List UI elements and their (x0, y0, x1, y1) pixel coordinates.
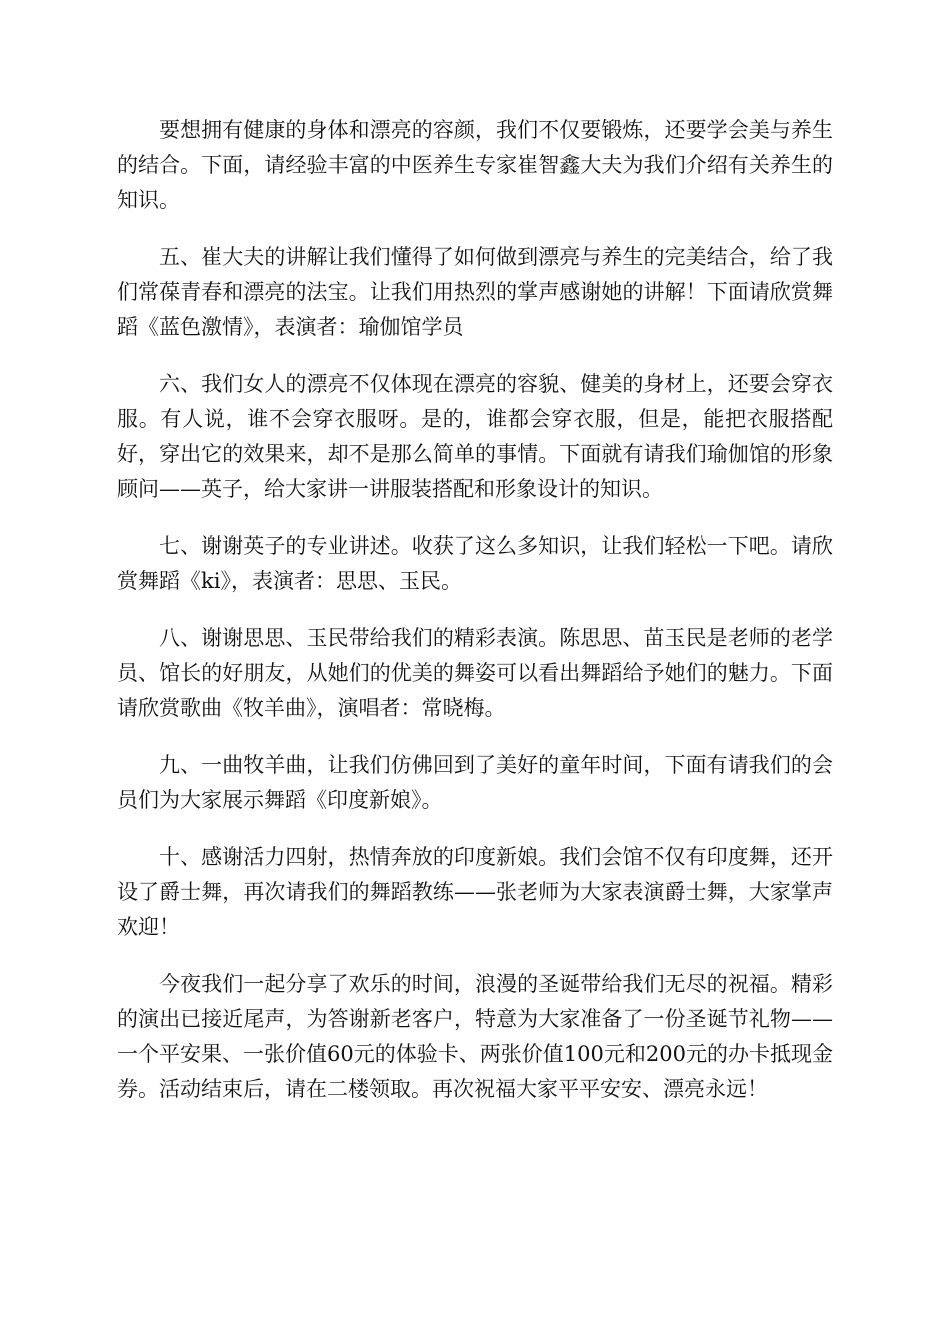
document-body (117, 113, 833, 1129)
paragraph-item-8: 八、谢谢思思、玉民带给我们的精彩表演。陈思思、苗玉民是老师的老学员、馆长的好朋友，从她们的优美的舞姿可以看出舞蹈给予她们的魅力。下面请欣赏歌曲《牧羊曲》，演唱者：常晓梅。 (117, 626, 833, 720)
paragraph-intro-health: 要想拥有健康的身体和漂亮的容颜，我们不仅要锻炼，还要学会美与养生的结合。下面，请经验丰富的中医养生专家崔智鑫大夫为我们介绍有关养生的知识。 (117, 118, 833, 212)
paragraph-item-6: 六、我们女人的漂亮不仅体现在漂亮的容貌、健美的身材上，还要会穿衣服。有人说，谁不会穿衣服呀。是的，谁都会穿衣服，但是，能把衣服搭配好，穿出它的效果来，却不是那么简单的事情。下面就有请我们瑜伽馆的形象顾问——英子，给大家讲一讲服装搭配和形象设计的知识。 (117, 372, 833, 501)
paragraph-item-5: 五、崔大夫的讲解让我们懂得了如何做到漂亮与养生的完美结合，给了我们常葆青春和漂亮的法宝。让我们用热烈的掌声感谢她的讲解！下面请欣赏舞蹈《蓝色激情》，表演者：瑜伽馆学员 (117, 245, 833, 339)
paragraph-item-10: 十、感谢活力四射，热情奔放的印度新娘。我们会馆不仅有印度舞，还开设了爵士舞，再次请我们的舞蹈教练——张老师为大家表演爵士舞，大家掌声欢迎！ (117, 845, 833, 939)
paragraph-closing: 今夜我们一起分享了欢乐的时间，浪漫的圣诞带给我们无尽的祝福。精彩的演出已接近尾声，为答谢新老客户，特意为大家准备了一份圣诞节礼物——一个平安果、一张价值60元的体验卡、两张价值100元和200元的办卡抵现金券。活动结束后，请在二楼领取。再次祝福大家平平安安、漂亮永远！ (117, 972, 833, 1101)
paragraph-item-9: 九、一曲牧羊曲，让我们仿佛回到了美好的童年时间，下面有请我们的会员们为大家展示舞蹈《印度新娘》。 (117, 753, 833, 812)
paragraph-item-7: 七、谢谢英子的专业讲述。收获了这么多知识，让我们轻松一下吧。请欣赏舞蹈《ki》，表演者：思思、玉民。 (117, 534, 833, 593)
